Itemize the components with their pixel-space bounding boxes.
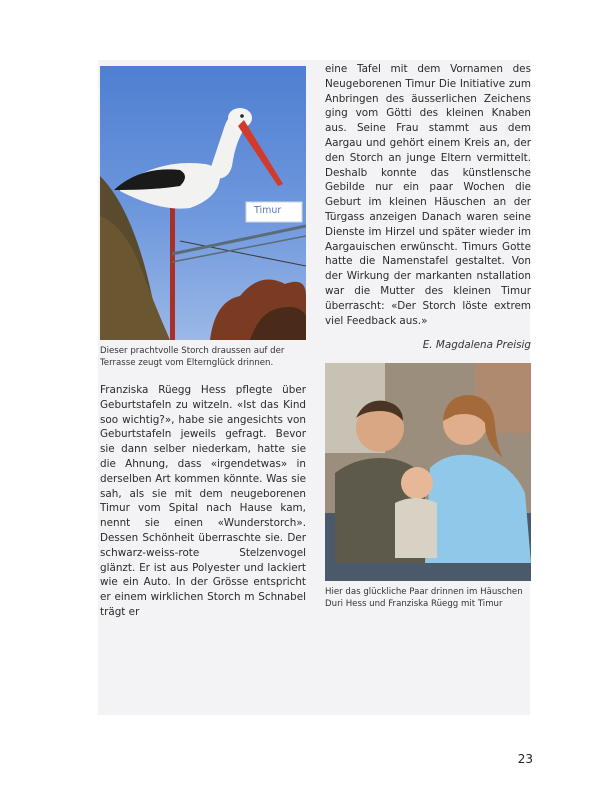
family-illustration — [325, 363, 531, 581]
stork-illustration — [100, 66, 306, 340]
stork-photo — [100, 66, 306, 340]
timur-sign-label: Timur — [254, 205, 282, 216]
article-right-paragraph: eine Tafel mit dem Vornamen des Neugeborenen Timur Die Initiative zum Anbringen des äusserlichen Zeichens ging vom Götti des kleinen Knaben aus. Seine Frau stammt aus dem Aargau und gehört einem Kreis an, der den Storch an junge Eltern vermittelt. Deshalb konnte das künstlensche Gebilde nur ein paar Wochen die Geburt im kleinen Häuschen an der Türgass anzeigen Danach waren seine Dienste im Hirzel und später wieder im Aargauischen erwünscht. Timurs Gotte hatte die Namenstafel gestaltet. Von der Wirkung der markanten nstallation war die Mutter des kleinen Timur überrascht: «Der Storch löste extrem viel Feedback aus.» — [325, 63, 531, 327]
page-number: 23 — [517, 752, 533, 766]
family-caption: Hier das glückliche Paar drinnen im Häuschen Duri Hess und Franziska Rüegg mit Timur — [325, 587, 523, 609]
right-column — [325, 62, 531, 610]
stork-caption: Dieser prachtvolle Storch draussen auf der Terrasse zeugt vom Elternglück drinnen. — [100, 346, 285, 368]
author-line: E. Magdalena Preisig — [422, 339, 531, 352]
family-photo — [325, 363, 531, 581]
left-column — [100, 66, 306, 620]
article-left-paragraph: Franziska Rüegg Hess pflegte über Geburtstafeln zu witzeln. «Ist das Kind soo wichtig?», habe sie angesichts von Geburtstafeln jeweils gefragt. Bevor sie dann selber niederkam, hatte sie die Ahnung, dass «irgendetwas» in derselben Art kommen könnte. Was sie sah, als sie mit dem neugeborenen Timur vom Spital nach Hause kam, nennt sie einen «Wunderstorch». Dessen Schönheit überraschte sie. Der schwarz-weiss-rote Stelzenvogel glänzt. Er ist aus Polyester und lackiert wie ein Auto. In der Grösse entspricht er einem wirklichen Storch m Schnabel trägt er — [100, 384, 306, 618]
